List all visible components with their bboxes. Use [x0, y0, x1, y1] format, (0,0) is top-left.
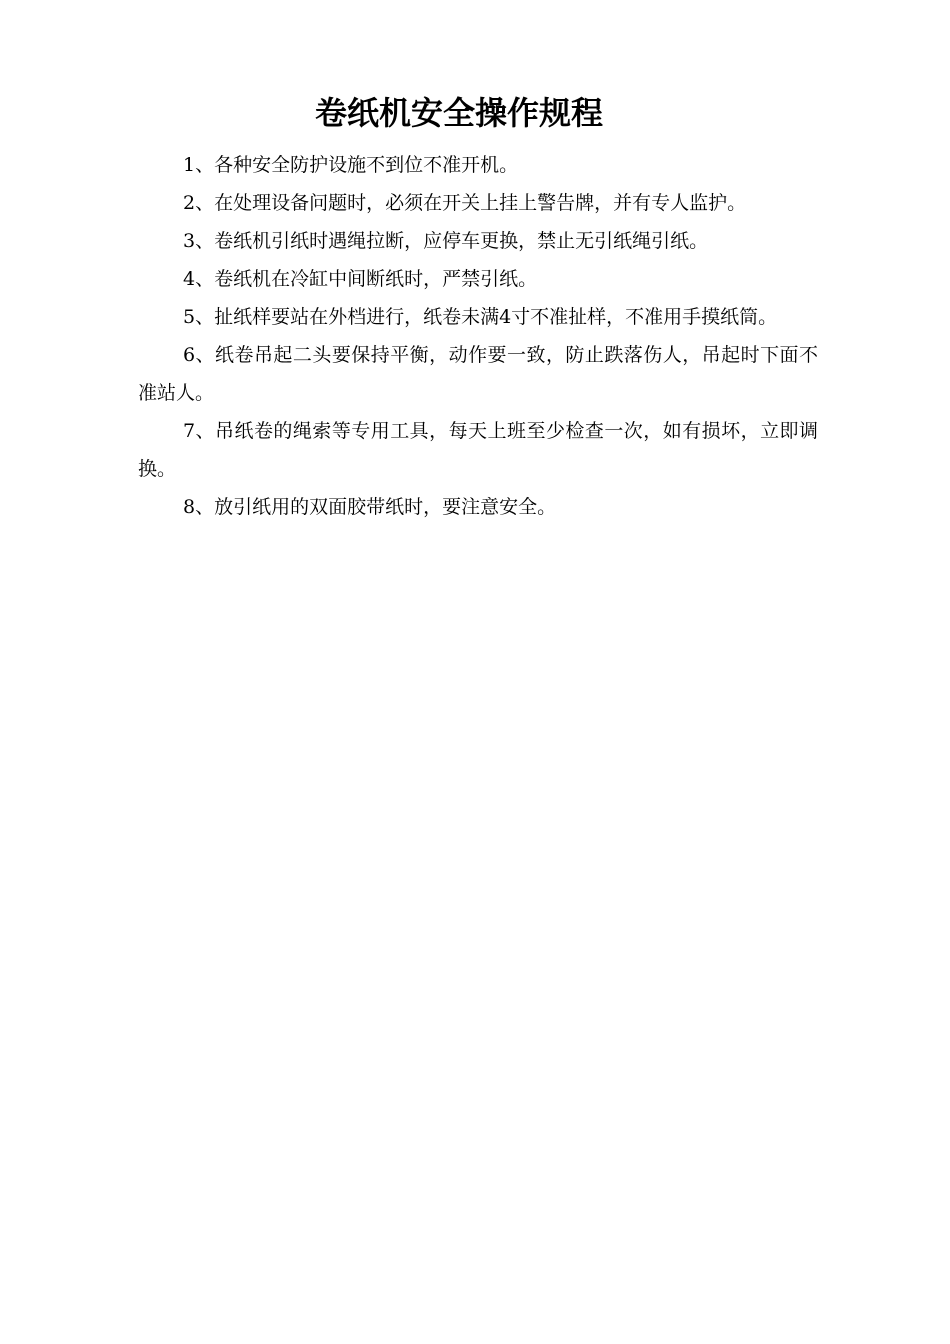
- rule-item-4: 4、卷纸机在冷缸中间断纸时，严禁引纸。: [183, 268, 538, 290]
- rule-item-7: 7、吊纸卷的绳索等专用工具，每天上班至少检查一次，如有损坏，立即调换。: [138, 420, 818, 480]
- rule-item-6: 6、纸卷吊起二头要保持平衡，动作要一致，防止跌落伤人，吊起时下面不准站人。: [138, 344, 818, 404]
- rule-item-2: 2、在处理设备问题时，必须在开关上挂上警告牌，并有专人监护。: [183, 192, 747, 214]
- rule-item-1: 1、各种安全防护设施不到位不准开机。: [183, 154, 519, 176]
- rules-list: [138, 146, 818, 526]
- rule-item-3: 3、卷纸机引纸时遇绳拉断，应停车更换，禁止无引纸绳引纸。: [183, 230, 709, 252]
- rule-item-8: 8、放引纸用的双面胶带纸时，要注意安全。: [183, 496, 557, 518]
- document-title: 卷纸机安全操作规程: [314, 94, 603, 132]
- rule-item-5: 5、扯纸样要站在外档进行，纸卷未满4寸不准扯样，不准用手摸纸筒。: [183, 306, 778, 328]
